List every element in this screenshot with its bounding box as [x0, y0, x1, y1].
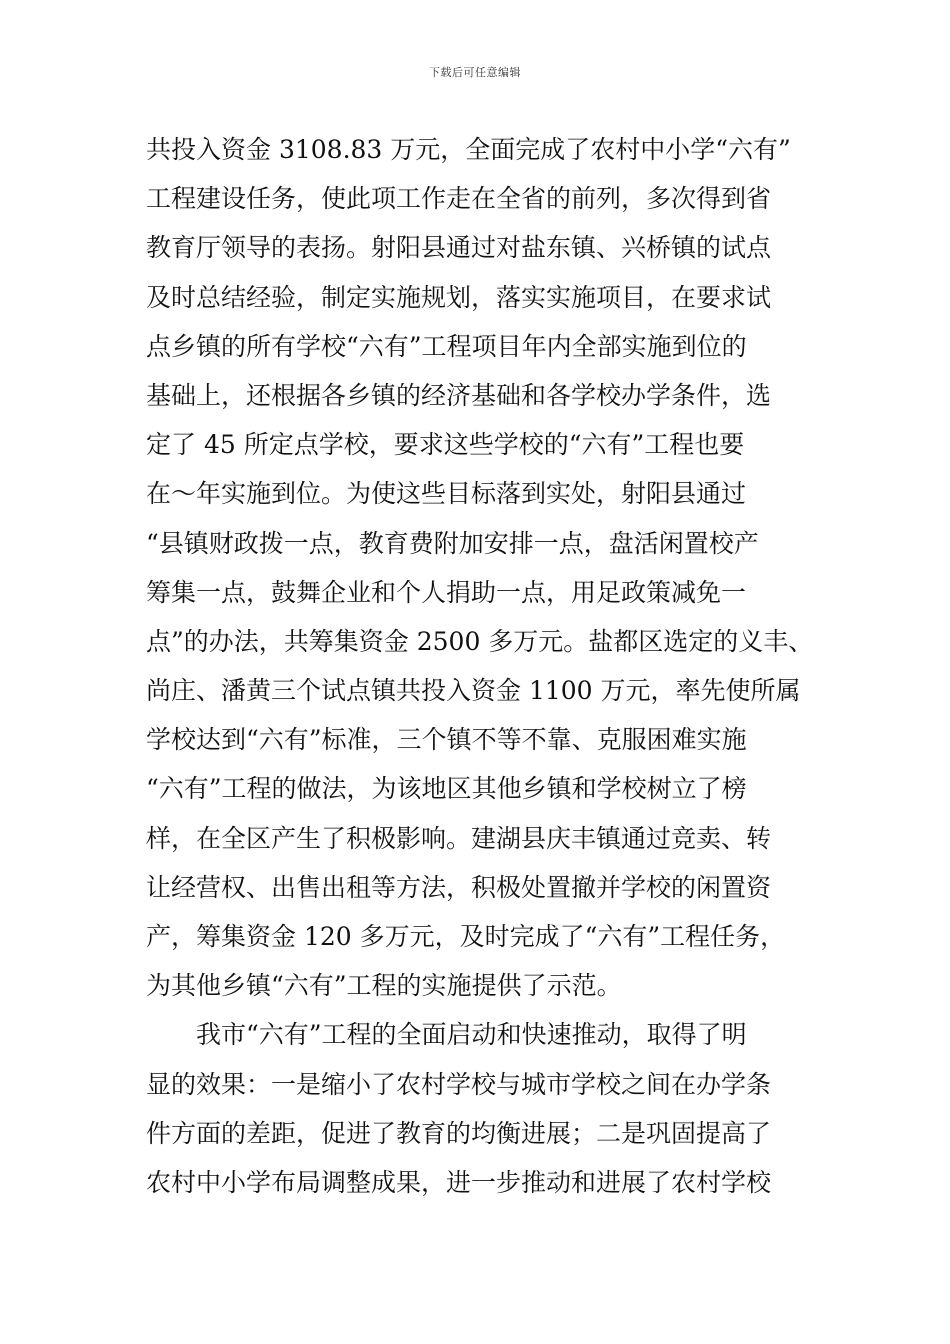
- page-header: 下载后可任意编辑: [429, 66, 521, 79]
- text-line: 农村中小学布局调整成果，进一步推动和进展了农村学校: [146, 1167, 772, 1197]
- text-line: 为其他乡镇“六有”工程的实施提供了示范。: [146, 971, 622, 1001]
- text-line: 点”的办法，共筹集资金 2500 多万元。盐都区选定的义丰、: [146, 626, 814, 656]
- text-line: 点乡镇的所有学校“六有”工程项目年内全部实施到位的: [146, 331, 747, 361]
- text-line: 共投入资金 3108.83 万元，全面完成了农村中小学“六有”: [146, 135, 791, 164]
- text-line: 产，筹集资金 120 多万元，及时完成了“六有”工程任务，: [146, 922, 786, 951]
- text-line: 尚庄、潘黄三个试点镇共投入资金 1100 万元，率先使所属: [146, 676, 801, 706]
- text-line: 学校达到“六有”标准，三个镇不等不靠、克服困难实施: [146, 725, 747, 755]
- text-line: 件方面的差距，促进了教育的均衡进展；二是巩固提高了: [146, 1118, 772, 1148]
- text-line: 基础上，还根据各乡镇的经济基础和各学校办学条件，选: [146, 380, 772, 410]
- text-line: 定了 45 所定点学校，要求这些学校的“六有”工程也要: [146, 430, 745, 460]
- text-line: 样，在全区产生了积极影响。建湖县庆丰镇通过竞卖、转: [146, 823, 772, 853]
- paragraph-2: [146, 1010, 836, 1207]
- text-line: 我市“六有”工程的全面启动和快速推动，取得了明: [196, 1020, 747, 1050]
- text-line: 工程建设任务，使此项工作走在全省的前列，多次得到省: [146, 184, 772, 214]
- text-line: “六有”工程的做法，为该地区其他乡镇和学校树立了榜: [146, 774, 747, 804]
- paragraph-1: [146, 125, 836, 1010]
- text-line: 教育厅领导的表扬。射阳县通过对盐东镇、兴桥镇的试点: [146, 233, 772, 263]
- text-line: 在～年实施到位。为使这些目标落到实处，射阳县通过: [146, 479, 747, 509]
- text-line: 筹集一点，鼓舞企业和个人捐助一点，用足政策减免一: [146, 577, 747, 607]
- document-body: [146, 125, 836, 1207]
- text-line: 及时总结经验，制定实施规划，落实实施项目，在要求试: [146, 282, 772, 312]
- text-line: 让经营权、出售出租等方法，积极处置撤并学校的闲置资: [146, 872, 772, 902]
- text-line: 显的效果：一是缩小了农村学校与城市学校之间在办学条: [146, 1069, 772, 1099]
- text-line: “县镇财政拨一点，教育费附加安排一点，盘活闲置校产: [146, 528, 759, 558]
